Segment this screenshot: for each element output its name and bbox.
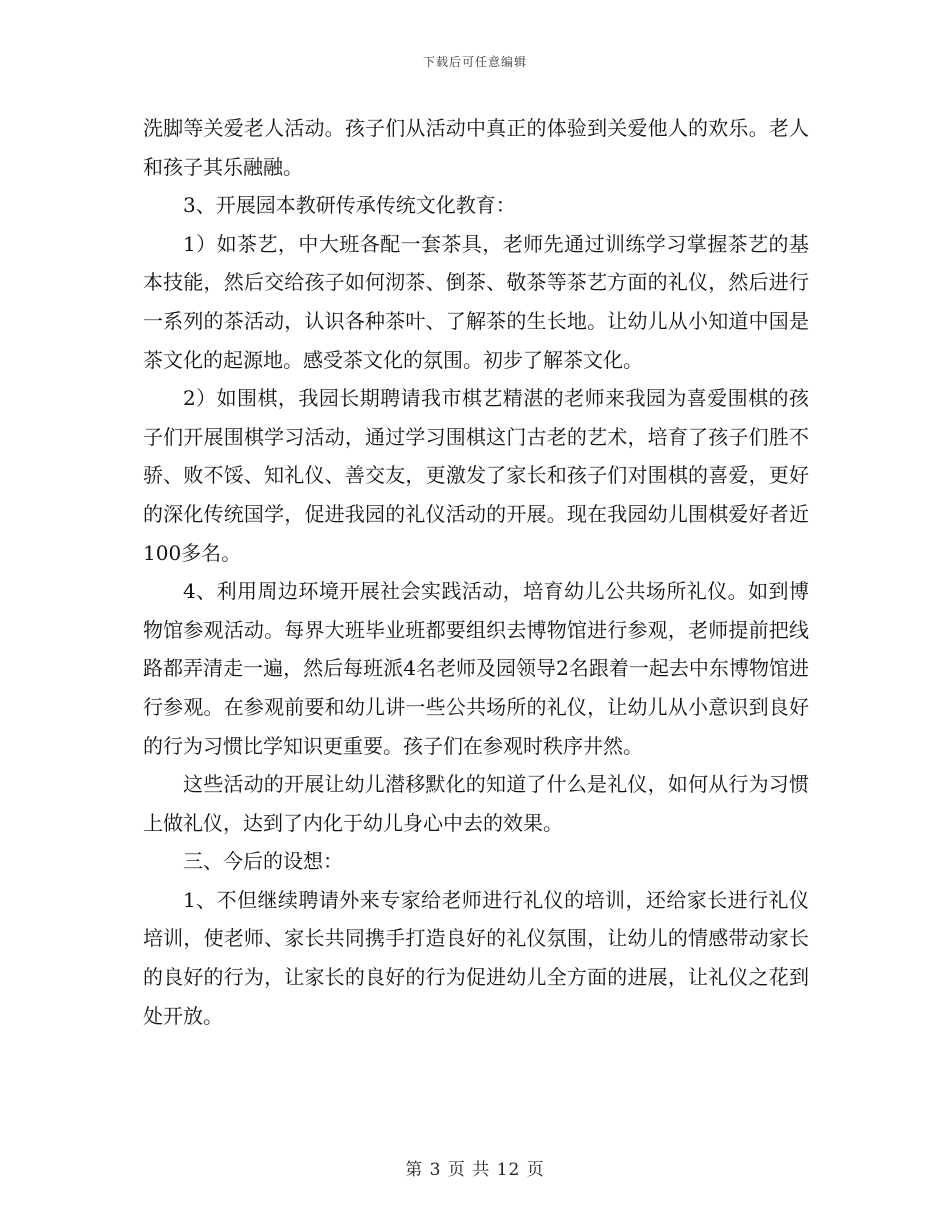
paragraph-future-plan-1: 1、不但继续聘请外来专家给老师进行礼仪的培训，还给家长进行礼仪培训，使老师、家长共同携手打造良好的礼仪氛围，让幼儿的情感带动家长的良好的行为，让家长的良好的行为促进幼儿全方面的进展，让礼仪之花到处开放。 (143, 887, 809, 1028)
paragraph-section-3-heading: 3、开展园本教研传承传统文化教育： (183, 193, 516, 218)
paragraph-summary: 这些活动的开展让幼儿潜移默化的知道了什么是礼仪，如何从行为习惯上做礼仪，达到了内化于幼儿身心中去的效果。 (143, 772, 809, 835)
paragraph-continuation: 洗脚等关爱老人活动。孩子们从活动中真正的体验到关爱他人的欢乐。老人和孩子其乐融融。 (143, 116, 809, 179)
paragraph-tea-art: 1）如茶艺，中大班各配一套茶具，老师先通过训练学习掌握茶艺的基本技能，然后交给孩子如何沏茶、倒茶、敬茶等茶艺方面的礼仪，然后进行一系列的茶活动，认识各种茶叶、了解茶的生长地。让幼儿从小知道中国是茶文化的起源地。感受茶文化的氛围。初步了解茶文化。 (143, 231, 809, 372)
page-number-footer: 第 3 页 共 12 页 (405, 1160, 545, 1180)
paragraph-future-plans-heading: 三、今后的设想： (183, 849, 343, 874)
paragraph-social-practice: 4、利用周边环境开展社会实践活动，培育幼儿公共场所礼仪。如到博物馆参观活动。每界大班毕业班都要组织去博物馆进行参观，老师提前把线路都弄清走一遍，然后每班派4名老师及园领导2名跟着一起去中东博物馆进行参观。在参观前要和幼儿讲一些公共场所的礼仪，让幼儿从小意识到良好的行为习惯比学知识更重要。孩子们在参观时秩序井然。 (143, 579, 809, 758)
document-body (143, 109, 809, 1035)
paragraph-go-chess: 2）如围棋，我园长期聘请我市棋艺精湛的老师来我园为喜爱围棋的孩子们开展围棋学习活动，通过学习围棋这门古老的艺术，培育了孩子们胜不骄、败不馁、知礼仪、善交友，更激发了家长和孩子们对围棋的喜爱，更好的深化传统国学，促进我园的礼仪活动的开展。现在我园幼儿围棋爱好者近100多名。 (143, 386, 809, 565)
page-header-note: 下载后可任意编辑 (422, 55, 527, 69)
